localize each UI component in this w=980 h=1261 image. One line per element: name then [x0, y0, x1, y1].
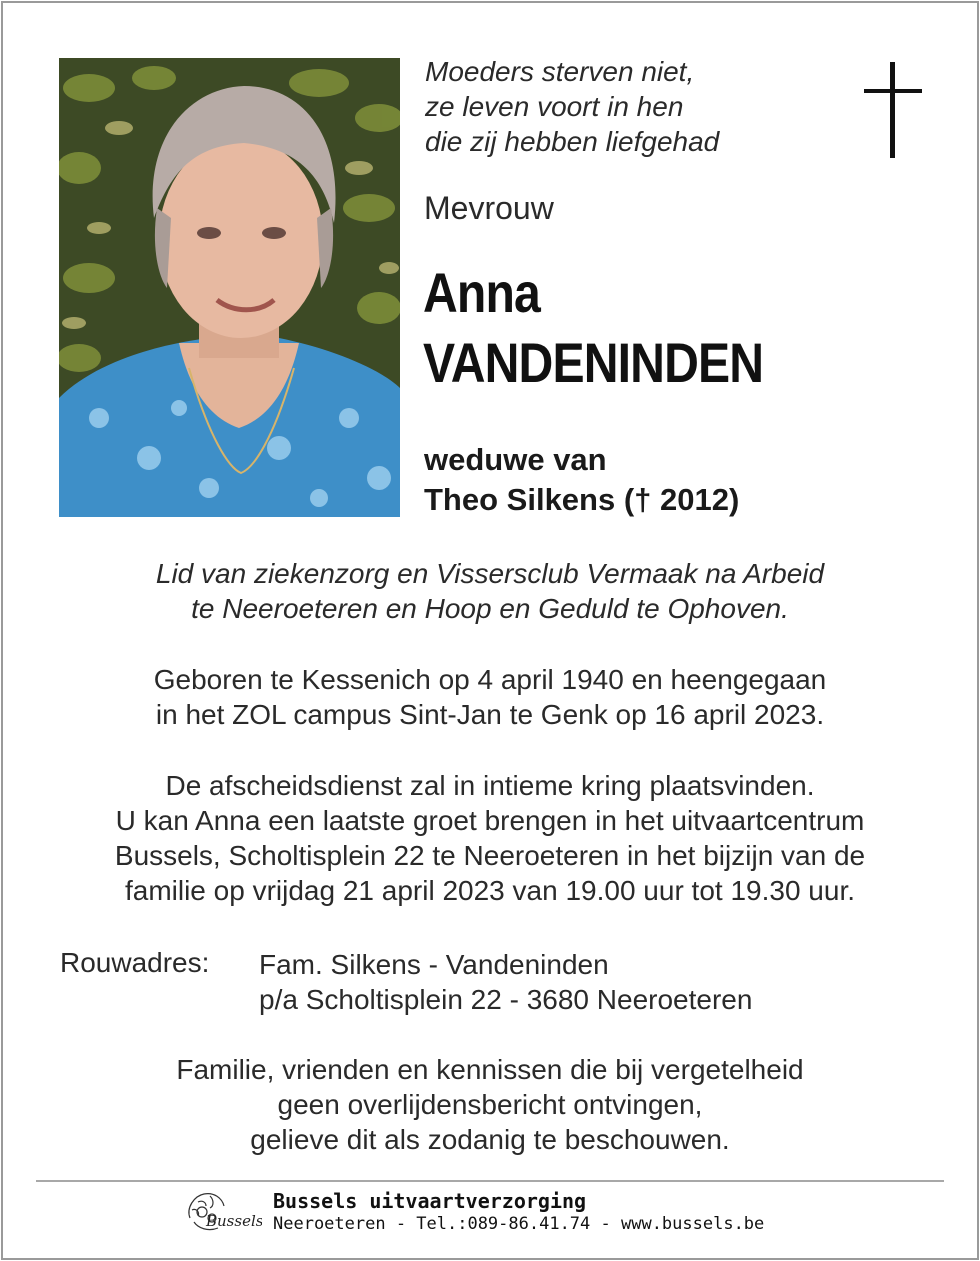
spouse-name: Theo Silkens († 2012)	[424, 482, 740, 517]
portrait-photo	[59, 58, 400, 517]
quote-line: ze leven voort in hen	[425, 91, 684, 122]
birth-death-line: in het ZOL campus Sint-Jan te Genk op 16 april 2023.	[155, 699, 825, 730]
first-name: Anna	[423, 261, 540, 324]
salutation: Mevrouw	[424, 190, 554, 226]
company-contact: Neeroeteren - Tel.:089-86.41.74 - www.bussels.be	[273, 1214, 765, 1234]
address-lines	[259, 947, 752, 1017]
quote-line: Moeders sterven niet,	[425, 56, 695, 87]
membership-line: te Neeroeteren en Hoop en Geduld te Ophoven.	[191, 593, 789, 624]
company-name: Bussels uitvaartverzorging	[273, 1189, 587, 1213]
address-line: p/a Scholtisplein 22 - 3680 Neeroeteren	[259, 984, 753, 1015]
membership-text	[0, 556, 980, 626]
cross-icon	[864, 62, 922, 158]
logo-wordmark: Bussels	[206, 1212, 262, 1230]
service-line: familie op vrijdag 21 april 2023 van 19.00 uur tot 19.30 uur.	[124, 875, 856, 906]
address-label: Rouwadres:	[60, 947, 210, 978]
relation-label: weduwe van	[424, 442, 607, 477]
service-text	[0, 768, 980, 908]
service-line: Bussels, Scholtisplein 22 te Neeroeteren in het bijzijn van de	[114, 840, 866, 871]
spouse-info	[424, 440, 739, 520]
deceased-name	[423, 258, 763, 398]
memorial-quote	[425, 54, 719, 159]
notice-text	[0, 1052, 980, 1157]
notice-line: Familie, vrienden en kennissen die bij vergetelheid	[176, 1054, 804, 1085]
quote-line: die zij hebben liefgehad	[425, 126, 720, 157]
membership-line: Lid van ziekenzorg en Vissersclub Vermaak na Arbeid	[155, 558, 825, 589]
footer-divider	[36, 1180, 944, 1182]
notice-line: gelieve dit als zodanig te beschouwen.	[250, 1124, 730, 1155]
service-line: De afscheidsdienst zal in intieme kring plaatsvinden.	[165, 770, 815, 801]
funeral-home-logo	[184, 1188, 262, 1238]
notice-line: geen overlijdensbericht ontvingen,	[277, 1089, 703, 1120]
service-line: U kan Anna een laatste groet brengen in het uitvaartcentrum	[115, 805, 865, 836]
address-line: Fam. Silkens - Vandeninden	[259, 949, 609, 980]
birth-death-line: Geboren te Kessenich op 4 april 1940 en heengegaan	[153, 664, 827, 695]
birth-death-text	[0, 662, 980, 732]
last-name: VANDENINDEN	[423, 331, 764, 394]
